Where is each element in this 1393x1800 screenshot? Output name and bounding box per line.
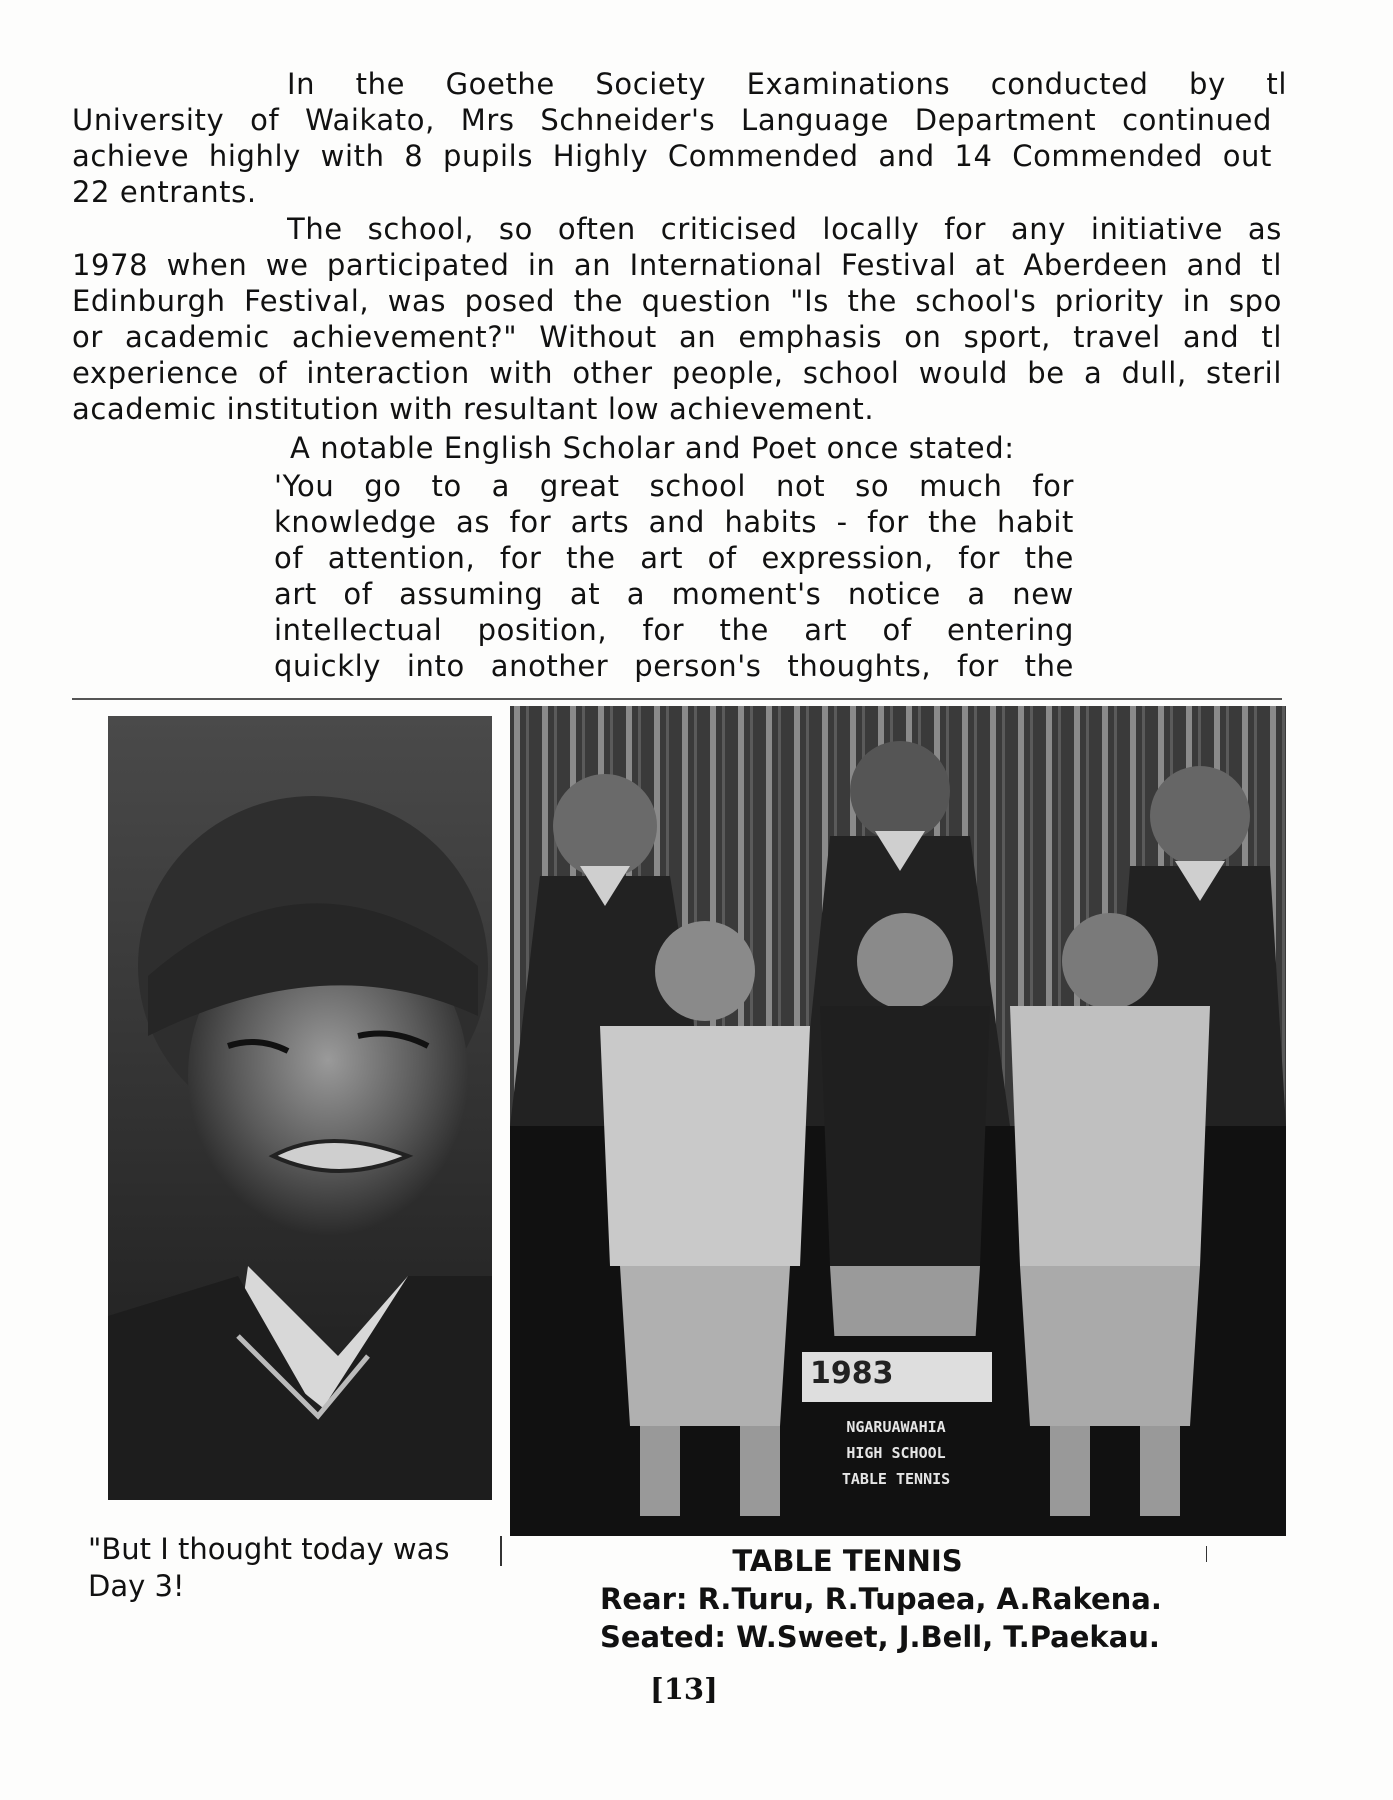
paragraph2-line1: The school, so often criticised locally for any initiative as (287, 212, 1282, 246)
paragraph2-line2: 1978 when we participated in an International Festival at Aberdeen and tl (72, 248, 1282, 282)
team-caption-seated: Seated: W.Sweet, J.Bell, T.Paekau. (600, 1620, 1160, 1654)
quote-line4: art of assuming at a moment's notice a new (274, 577, 1074, 611)
paragraph1-line1: In the Goethe Society Examinations conducted by tl (287, 67, 1287, 101)
quote-intro: A notable English Scholar and Poet once stated: (290, 431, 1015, 465)
quote-line3: of attention, for the art of expression, for the (274, 541, 1074, 575)
team-photo (510, 706, 1286, 1536)
paragraph1-line4: 22 entrants. (72, 175, 257, 209)
paragraph2-line6: academic institution with resultant low achievement. (72, 392, 875, 426)
paragraph2-line3: Edinburgh Festival, was posed the question "Is the school's priority in spo (72, 284, 1282, 318)
horizontal-rule (72, 698, 1282, 700)
sign-line-school-type: HIGH SCHOOL (846, 1444, 946, 1462)
portrait-caption-line2: Day 3! (88, 1569, 185, 1603)
quote-line2: knowledge as for arts and habits - for the habit (274, 505, 1074, 539)
sign-line-sport: TABLE TENNIS (841, 1470, 951, 1488)
portrait-caption-line1: "But I thought today was (88, 1532, 450, 1566)
team-caption-title: TABLE TENNIS (732, 1544, 963, 1578)
paragraph1-line2: University of Waikato, Mrs Schneider's Language Department continued (72, 103, 1272, 137)
paragraph1-line3: achieve highly with 8 pupils Highly Commended and 14 Commended out (72, 139, 1272, 173)
team-caption-rear: Rear: R.Turu, R.Tupaea, A.Rakena. (600, 1582, 1162, 1616)
page-number: [13] (650, 1672, 718, 1706)
caption-tick-right (1206, 1546, 1207, 1562)
paragraph2-line5: experience of interaction with other people, school would be a dull, steril (72, 356, 1282, 390)
portrait-photo (108, 716, 492, 1500)
quote-line6: quickly into another person's thoughts, for the (274, 649, 1074, 683)
year-sign: 1983 (810, 1356, 894, 1391)
quote-line5: intellectual position, for the art of entering (274, 613, 1074, 647)
sign-line-school-name: NGARUAWAHIA (846, 1418, 946, 1436)
paragraph2-line4: or academic achievement?" Without an emphasis on sport, travel and tl (72, 320, 1282, 354)
caption-divider (500, 1536, 502, 1566)
quote-line1: 'You go to a great school not so much for (274, 469, 1074, 503)
